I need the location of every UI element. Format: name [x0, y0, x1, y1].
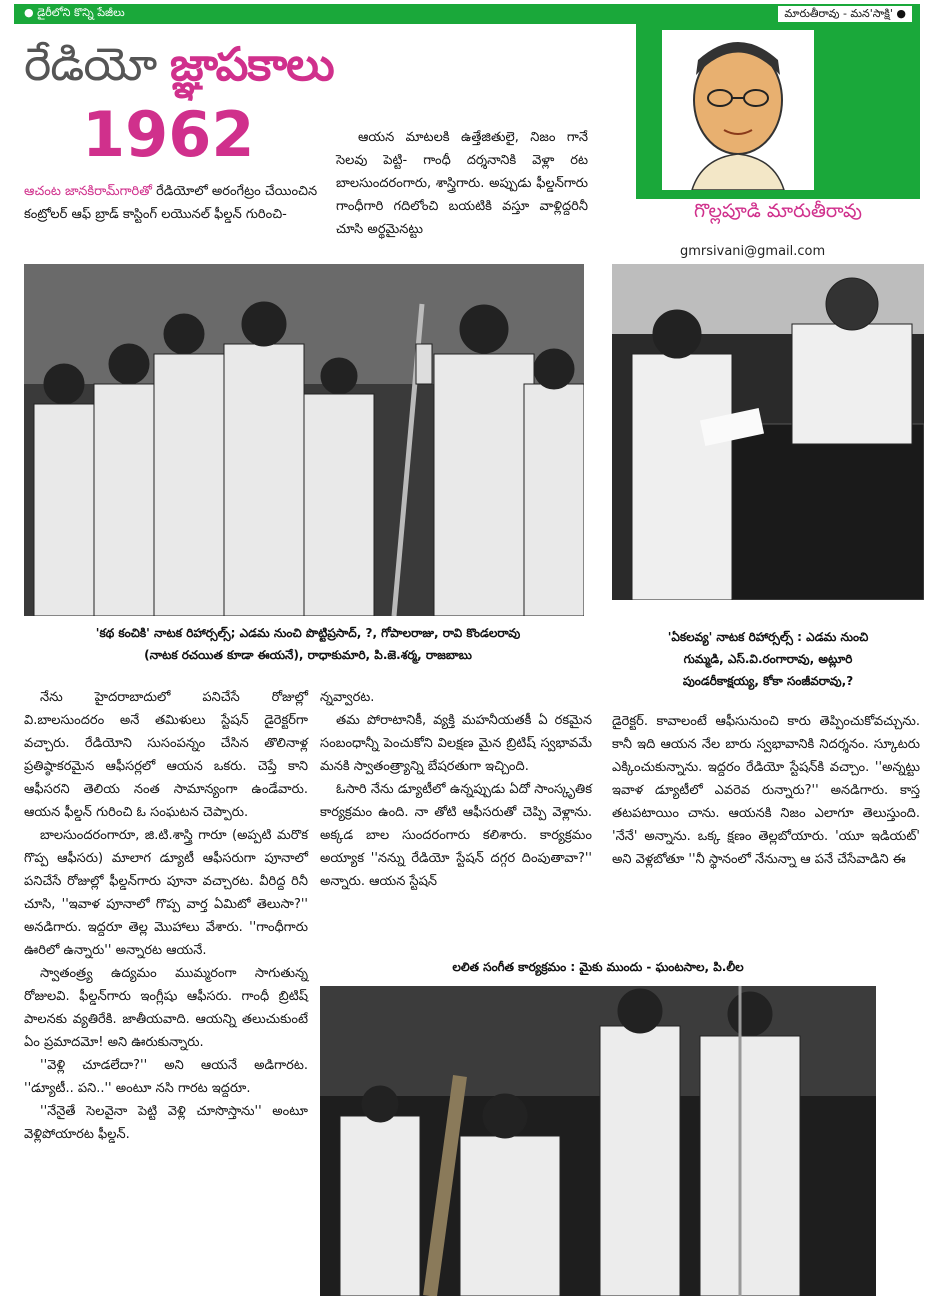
photo3-caption: లలిత సంగీత కార్యక్రమం : మైకు ముందు - ఘంటసాల, పి.లీల	[452, 960, 744, 974]
column2-continuation: న్నవ్వారట.	[320, 690, 375, 705]
column1-paragraph: బాలసుందరంగారూ, జి.టి.శాస్త్రి గారూ (అప్పటి మరొక గొప్ప ఆఫీసరు) మాలాగ డ్యూటీ ఆఫీసరుగా పూనాలో పనిచేసే రోజుల్లో ఫీల్డన్‌గారు పూనా వచ్చారట. వీరిద్ద రినీ చూసి, ''ఇవాళ పూనాలో గొప్ప వార్త ఏమిటో తెలుసా?'' అనడిగారు. ఇద్దరూ తెల్ల మొహాలు వేశారు. ''గాంధీగారు ఊరిలో ఉన్నారు'' అన్నారట ఆయనే.	[24, 828, 308, 958]
column-label: మారుతీరావు - మన'సాక్షి' ●	[778, 6, 912, 22]
photo1-caption-line1: 'కథ కంచికి' నాటక రిహార్సల్స్; ఎడమ నుంచి పొట్టిప్రసాద్, ?, గోపాలరాజు, రావి కొండలరావు	[95, 626, 521, 640]
intro-text: రేడియోలో అరంగేట్రం చేయించిన కంట్రోలర్ ఆఫ్ బ్రాడ్ కాస్టింగ్ లయొనల్ ఫీల్డన్ గురించి-	[24, 184, 318, 222]
photo-ekalavya-rehearsal	[612, 264, 924, 600]
section-header-bar	[14, 4, 920, 24]
author-portrait-frame	[636, 24, 920, 199]
author-portrait	[662, 30, 814, 190]
photo-lalitha-sangeetham	[320, 986, 876, 1296]
author-email: gmrsivani@gmail.com	[680, 244, 826, 259]
column-top-text: ఆయన మాటలకి ఉత్తేజితులై, నిజం గానే సెలవు పెట్టి- గాంధీ దర్శనానికి వెళ్లా రట బాలసుందరంగారు, శాస్త్రిగారు. అప్పుడు ఫీల్డన్‌గారు గాంధీగారి గదిలోంచి బయటికి వస్తూ వాళ్లిద్దరినీ చూసి అర్థమైనట్టు	[336, 130, 588, 237]
author-name: గొల్లపూడి మారుతీరావు	[694, 200, 862, 222]
photo1-caption	[24, 622, 592, 666]
headline	[24, 36, 334, 92]
photo2-caption-line2: గుమ్మడి, ఎస్.వి.రంగారావు, అట్లూరి	[683, 652, 853, 666]
column1-paragraph: ''వెళ్లి చూడలేదా?'' అని ఆయనే అడిగారట. ''డ్యూటీ.. పని..'' అంటూ నసి గారట ఇద్దరూ.	[24, 1058, 308, 1096]
column-1	[24, 686, 308, 1146]
photo2-caption-line1: 'ఏకలవ్య' నాటక రిహార్సల్స్ : ఎడమ నుంచి	[667, 630, 869, 644]
column2-paragraph: ఓసారి నేను డ్యూటీలో ఉన్నప్పుడు ఏదో సాంస్కృతిక కార్యక్రమం ఉంది. నా తోటి ఆఫీసరుతో చెప్పి వెళ్లాను. అక్కడ బాల సుందరంగారు కలిశారు. కార్యక్రమం అయ్యాక ''నన్ను రేడియో స్టేషన్ దగ్గర దింపుతావా?'' అన్నారు. ఆయన స్టేషన్	[320, 782, 592, 889]
intro-paragraph	[24, 180, 324, 226]
photo2-caption	[612, 626, 924, 692]
headline-part2: జ్ఞాపకాలు	[169, 37, 334, 91]
column1-paragraph: ''నేనైతే సెలవైనా పెట్టి వెళ్లి చూసొస్తాను'' అంటూ వెళ్లిపోయారట ఫీల్డన్.	[24, 1104, 308, 1142]
photo-katha-kanchiki-rehearsal	[24, 264, 584, 616]
column1-paragraph: స్వాతంత్ర్య ఉద్యమం ముమ్మరంగా సాగుతున్న రోజులవి. ఫీల్డన్‌గారు ఇంగ్లీషు ఆఫీసరు. గాంధీ బ్రిటిష్ పాలనకు వ్యతిరేకి. జాతీయవాది. ఆయన్ని తలుచుకుంటే ఏం ప్రమాదమో! అని ఊరుకున్నారు.	[24, 966, 308, 1050]
intro-author: ఆచంట జానకిరామ్‌గారితో	[24, 184, 152, 199]
headline-year: 1962	[82, 98, 255, 171]
photo2-caption-line3: పుండరీకాక్షయ్య, కోకా సంజీవరావు,?	[682, 674, 854, 688]
headline-part1: రేడియో	[24, 37, 157, 91]
photo1-caption-line2: (నాటక రచయిత కూడా ఈయనే), రాధాకుమారి, పి.జె.శర్మ, రాజబాబు	[144, 648, 472, 662]
section-label: ● డైరీలోని కొన్ని పేజీలు	[24, 6, 125, 19]
column-2	[320, 686, 592, 893]
column1-paragraph: నేను హైదరాబాదులో పనిచేసే రోజుల్లో వి.బాలసుందరం అనే తమిళులు స్టేషన్ డైరెక్టర్‌గా వచ్చారు. రేడియోని సుసంపన్నం చేసిన తొలినాళ్ల ప్రతిష్ఠాకరమైన ఆఫీసర్లలో ఆయన ఒకరు. చెప్తే కాని ఆఫీసరని తెలియ నంత సామాన్యంగా ఉండేవారు. ఆయన ఫీల్డన్ గురించి ఓ సంఘటన చెప్పారు.	[24, 690, 308, 820]
column2-paragraph: తమ పోరాటానికీ, వ్యక్తి మహనీయతకీ ఏ రకమైన సంబంధాన్నీ పెంచుకోని విలక్షణ మైన బ్రిటిష్ స్వభావమే మనకి స్వాతంత్ర్యాన్ని బేషరతుగా ఇచ్చింది.	[320, 713, 592, 774]
column-3: డైరెక్టర్. కావాలంటే ఆఫీసునుంచి కారు తెప్పించుకోవచ్చును. కానీ ఇది ఆయన నేల బారు స్వభావానికి నిదర్శనం. స్కూటరు ఎక్కించుకున్నాను. ఇద్దరం రేడియో స్టేషన్‌కి వచ్చాం. ''అన్నట్టు ఇవాళ డ్యూటీలో ఎవరెవ రున్నారు?'' అనడిగారు. కాస్త తటపటాయిం చాను. ఆయనకి నిజం ఎలాగూ తెలుస్తుంది. 'నేనే' అన్నాను. ఒక్క క్షణం తెల్లబోయారు. 'యూ ఇడియట్' అని వెళ్లబోతూ ''నీ స్థానంలో నేనున్నా ఆ పనే చేసేవాడిని ఈ	[612, 714, 920, 867]
